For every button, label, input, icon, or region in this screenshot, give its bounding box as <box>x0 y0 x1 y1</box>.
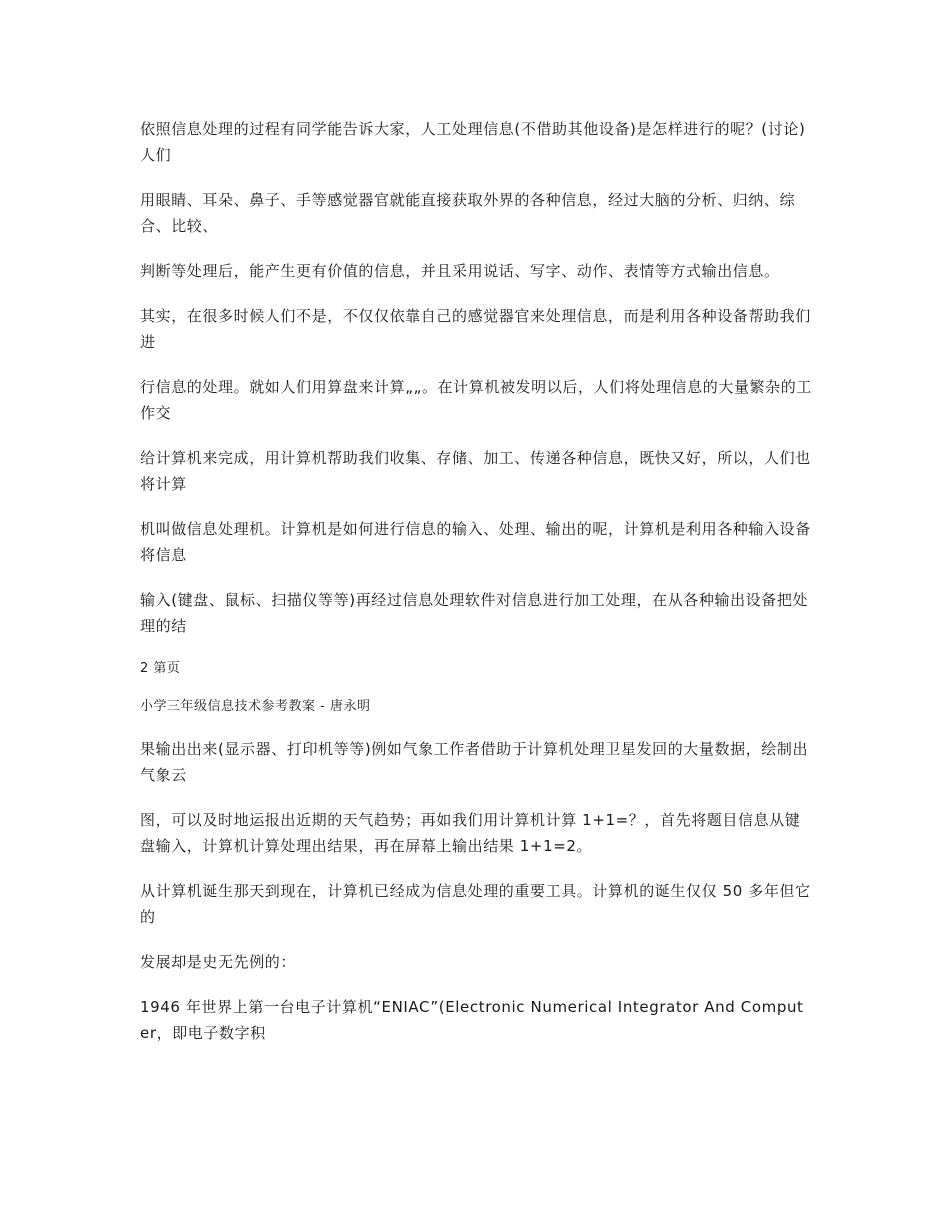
paragraph: 用眼睛、耳朵、鼻子、手等感觉器官就能直接获取外界的各种信息，经过大脑的分析、归纳、综合、比较、 <box>140 191 796 235</box>
paragraph: 机叫做信息处理机。计算机是如何进行信息的输入、处理、输出的呢，计算机是利用各种输入设备将信息 <box>140 520 811 564</box>
paragraph: 果输出出来(显示器、打印机等等)例如气象工作者借助于计算机处理卫星发回的大量数据，绘制出气象云 <box>140 740 809 784</box>
paragraph: 给计算机来完成，用计算机帮助我们收集、存储、加工、传递各种信息，既快又好，所以，人们也将计算 <box>140 449 811 493</box>
page-number: 2 第页 <box>140 661 181 676</box>
paragraph: 其实，在很多时候人们不是，不仅仅依靠自己的感觉器官来处理信息，而是利用各种设备帮助我们进 <box>140 307 811 351</box>
paragraph: 图，可以及时地运报出近期的天气趋势；再如我们用计算机计算 1+1=？，首先将题目信息从键盘输入，计算机计算处理出结果，再在屏幕上输出结果 1+1=2。 <box>140 811 801 855</box>
document-body <box>140 116 812 1065</box>
paragraph: 从计算机诞生那天到现在，计算机已经成为信息处理的重要工具。计算机的诞生仅仅 50 多年但它的 <box>140 882 811 926</box>
paragraph: 发展却是史无先例的： <box>140 953 297 971</box>
paragraph: 输入(键盘、鼠标、扫描仪等等)再经过信息处理软件对信息进行加工处理，在从各种输出设备把处理的结 <box>140 591 809 635</box>
paragraph: 判断等处理后，能产生更有价值的信息，并且采用说话、写字、动作、表情等方式输出信息。 <box>140 262 780 280</box>
running-header: 小学三年级信息技术参考教案 - 唐永明 <box>140 699 371 714</box>
paragraph: 依照信息处理的过程有同学能告诉大家，人工处理信息(不借助其他设备)是怎样进行的呢？(讨论)人们 <box>140 120 806 164</box>
paragraph: 行信息的处理。就如人们用算盘来计算„„。在计算机被发明以后，人们将处理信息的大量繁杂的工作交 <box>140 378 812 422</box>
paragraph: 1946 年世界上第一台电子计算机“ENIAC”(Electronic Numerical Integrator And Computer，即电子数字积 <box>140 998 804 1042</box>
